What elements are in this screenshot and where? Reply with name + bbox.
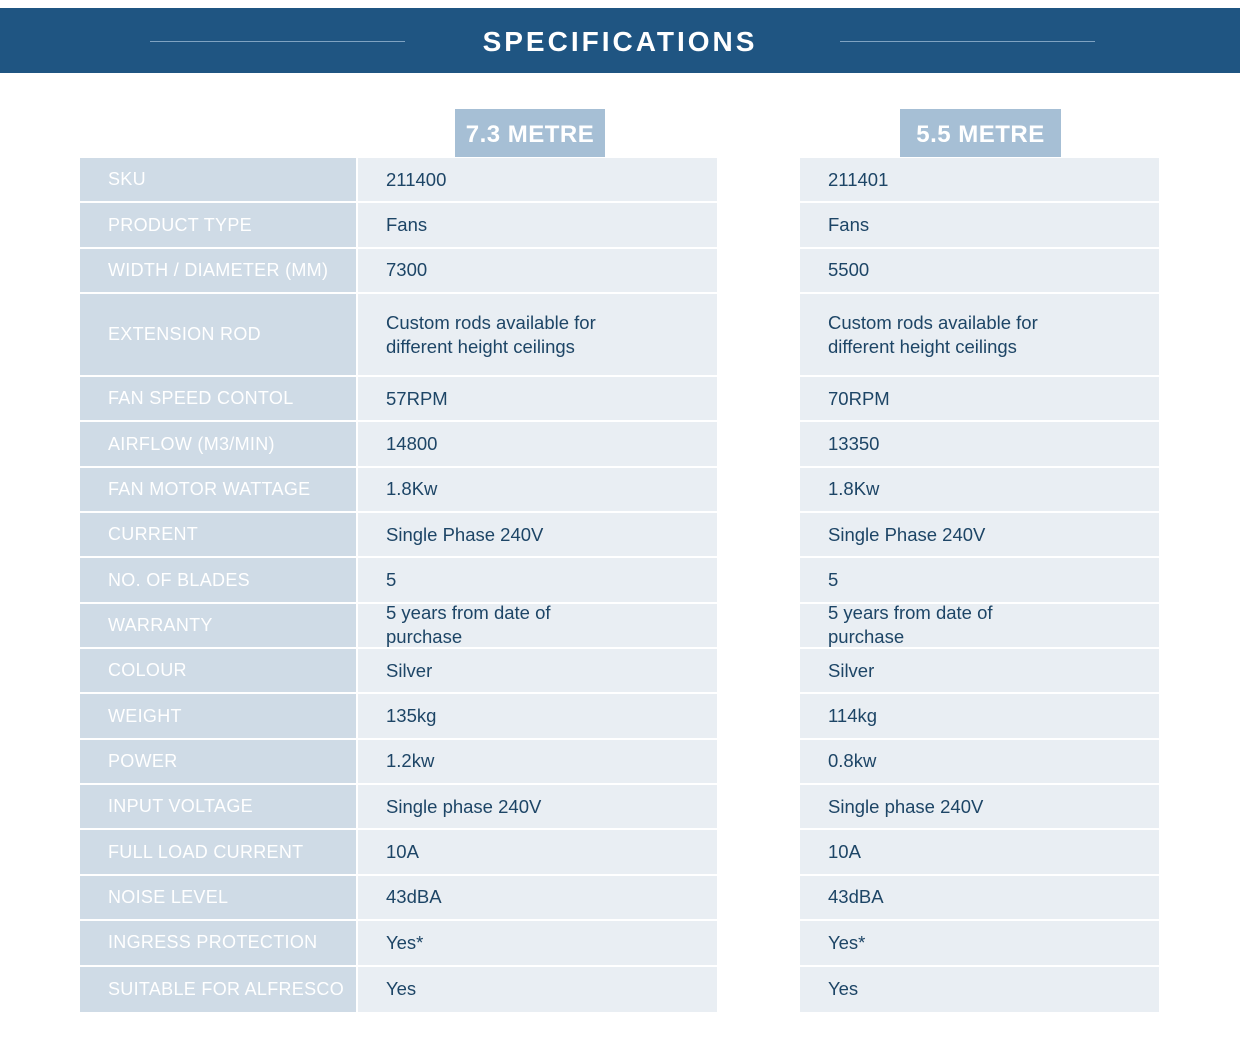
table-row: [800, 967, 1159, 1012]
spec-value-7-3-metre: [358, 830, 717, 873]
specifications-banner: [0, 8, 1240, 73]
spec-value-7-3-metre: [358, 967, 717, 1012]
spec-table-5-5-metre: [800, 158, 1159, 1012]
spec-value-text: 1.2kw: [386, 750, 435, 772]
spec-value-5-5-metre: [800, 876, 1159, 919]
spec-value-5-5-metre: [800, 468, 1159, 511]
table-row: [800, 158, 1159, 203]
table-row: [800, 830, 1159, 875]
spec-value-5-5-metre: [800, 422, 1159, 465]
spec-value-text: 1.8Kw: [386, 478, 438, 500]
spec-value-5-5-metre: [800, 830, 1159, 873]
spec-value-5-5-metre: [800, 649, 1159, 692]
spec-label: WIDTH / DIAMETER (MM): [80, 249, 358, 292]
table-row: [800, 294, 1159, 377]
spec-value-text: Single Phase 240V: [828, 523, 986, 545]
spec-value-7-3-metre: [358, 558, 717, 601]
spec-value-text: 10A: [386, 841, 419, 863]
spec-value-7-3-metre: [358, 377, 717, 420]
spec-value-text: 0.8kw: [828, 750, 877, 772]
table-row: [800, 649, 1159, 694]
table-row: [80, 377, 717, 422]
spec-value-text: Yes*: [828, 931, 866, 953]
spec-label: CURRENT: [80, 513, 358, 556]
spec-value-text: 211400: [386, 168, 447, 190]
column-header-5-5-metre: 5.5 METRE: [900, 109, 1061, 157]
table-row: [80, 468, 717, 513]
spec-value-text: 114kg: [828, 705, 878, 727]
table-row: [800, 740, 1159, 785]
spec-value-text: 13350: [828, 433, 880, 455]
column-header-7-3-metre: 7.3 METRE: [455, 109, 605, 157]
spec-label: AIRFLOW (M3/MIN): [80, 422, 358, 465]
spec-label: FAN SPEED CONTOL: [80, 377, 358, 420]
spec-value-text: 211401: [828, 168, 889, 190]
spec-value-5-5-metre: [800, 785, 1159, 828]
spec-value-5-5-metre: [800, 377, 1159, 420]
spec-value-5-5-metre: [800, 604, 1159, 647]
table-row: [80, 513, 717, 558]
spec-value-text: 14800: [386, 433, 438, 455]
spec-value-text: Silver: [828, 659, 875, 681]
spec-value-text: Custom rods available for different height ceilings: [828, 311, 1038, 357]
table-row: [80, 604, 717, 649]
spec-value-text: 5: [828, 569, 839, 591]
table-row: [80, 785, 717, 830]
spec-value-text: 5 years from date of purchase: [828, 602, 993, 648]
spec-value-5-5-metre: [800, 921, 1159, 964]
spec-label: FAN MOTOR WATTAGE: [80, 468, 358, 511]
spec-value-7-3-metre: [358, 649, 717, 692]
spec-value-text: 70RPM: [828, 387, 890, 409]
spec-value-5-5-metre: [800, 294, 1159, 375]
table-row: [80, 740, 717, 785]
table-row: [800, 203, 1159, 248]
spec-value-7-3-metre: [358, 740, 717, 783]
spec-value-7-3-metre: [358, 921, 717, 964]
table-row: [800, 921, 1159, 966]
spec-value-7-3-metre: [358, 468, 717, 511]
table-row: [80, 294, 717, 377]
spec-value-5-5-metre: [800, 513, 1159, 556]
spec-value-7-3-metre: [358, 785, 717, 828]
spec-label: SKU: [80, 158, 358, 201]
table-row: [800, 785, 1159, 830]
table-row: [80, 422, 717, 467]
spec-value-text: Fans: [828, 214, 870, 236]
table-row: [80, 158, 717, 203]
spec-value-5-5-metre: [800, 558, 1159, 601]
spec-value-5-5-metre: [800, 203, 1159, 246]
table-row: [800, 604, 1159, 649]
spec-label: POWER: [80, 740, 358, 783]
spec-value-7-3-metre: [358, 876, 717, 919]
table-row: [80, 921, 717, 966]
spec-value-text: Single Phase 240V: [386, 523, 544, 545]
spec-label: INPUT VOLTAGE: [80, 785, 358, 828]
spec-label: NOISE LEVEL: [80, 876, 358, 919]
spec-value-text: Yes*: [386, 931, 424, 953]
spec-value-text: Yes: [386, 978, 417, 1000]
table-row: [800, 249, 1159, 294]
spec-value-text: Yes: [828, 978, 859, 1000]
spec-value-7-3-metre: [358, 604, 717, 647]
table-row: [80, 694, 717, 739]
spec-value-7-3-metre: [358, 513, 717, 556]
spec-value-text: 135kg: [386, 705, 437, 727]
spec-label: WEIGHT: [80, 694, 358, 737]
spec-value-text: 5: [386, 569, 397, 591]
spec-value-text: Fans: [386, 214, 428, 236]
spec-value-text: 5 years from date of purchase: [386, 602, 551, 648]
spec-label: WARRANTY: [80, 604, 358, 647]
table-row: [80, 830, 717, 875]
spec-value-text: 43dBA: [386, 886, 442, 908]
spec-value-text: 5500: [828, 259, 870, 281]
spec-value-7-3-metre: [358, 694, 717, 737]
spec-value-text: 43dBA: [828, 886, 884, 908]
spec-value-5-5-metre: [800, 694, 1159, 737]
table-row: [800, 558, 1159, 603]
spec-value-7-3-metre: [358, 249, 717, 292]
table-row: [800, 694, 1159, 739]
spec-label: FULL LOAD CURRENT: [80, 830, 358, 873]
table-row: [80, 249, 717, 294]
spec-value-5-5-metre: [800, 158, 1159, 201]
spec-value-7-3-metre: [358, 158, 717, 201]
spec-value-text: 7300: [386, 259, 428, 281]
spec-value-text: Silver: [386, 659, 433, 681]
spec-value-7-3-metre: [358, 294, 717, 375]
table-row: [80, 649, 717, 694]
spec-value-5-5-metre: [800, 740, 1159, 783]
table-row: [800, 513, 1159, 558]
table-row: [800, 422, 1159, 467]
spec-label: SUITABLE FOR ALFRESCO: [80, 967, 358, 1012]
spec-value-7-3-metre: [358, 422, 717, 465]
table-row: [800, 377, 1159, 422]
table-row: [800, 876, 1159, 921]
spec-value-5-5-metre: [800, 249, 1159, 292]
spec-table-7-3-metre: [80, 158, 717, 1012]
table-row: [80, 558, 717, 603]
spec-value-text: 10A: [828, 841, 861, 863]
spec-value-5-5-metre: [800, 967, 1159, 1012]
spec-value-text: 57RPM: [386, 387, 448, 409]
spec-value-text: Single phase 240V: [828, 795, 984, 817]
spec-value-7-3-metre: [358, 203, 717, 246]
table-row: [80, 967, 717, 1012]
spec-label: PRODUCT TYPE: [80, 203, 358, 246]
spec-label: NO. OF BLADES: [80, 558, 358, 601]
spec-label: EXTENSION ROD: [80, 294, 358, 375]
spec-label: INGRESS PROTECTION: [80, 921, 358, 964]
spec-value-text: 1.8Kw: [828, 478, 880, 500]
page-title: SPECIFICATIONS: [482, 26, 758, 57]
spec-value-text: Custom rods available for different height ceilings: [386, 311, 596, 357]
table-row: [80, 876, 717, 921]
spec-value-text: Single phase 240V: [386, 795, 542, 817]
spec-label: COLOUR: [80, 649, 358, 692]
table-row: [800, 468, 1159, 513]
table-row: [80, 203, 717, 248]
